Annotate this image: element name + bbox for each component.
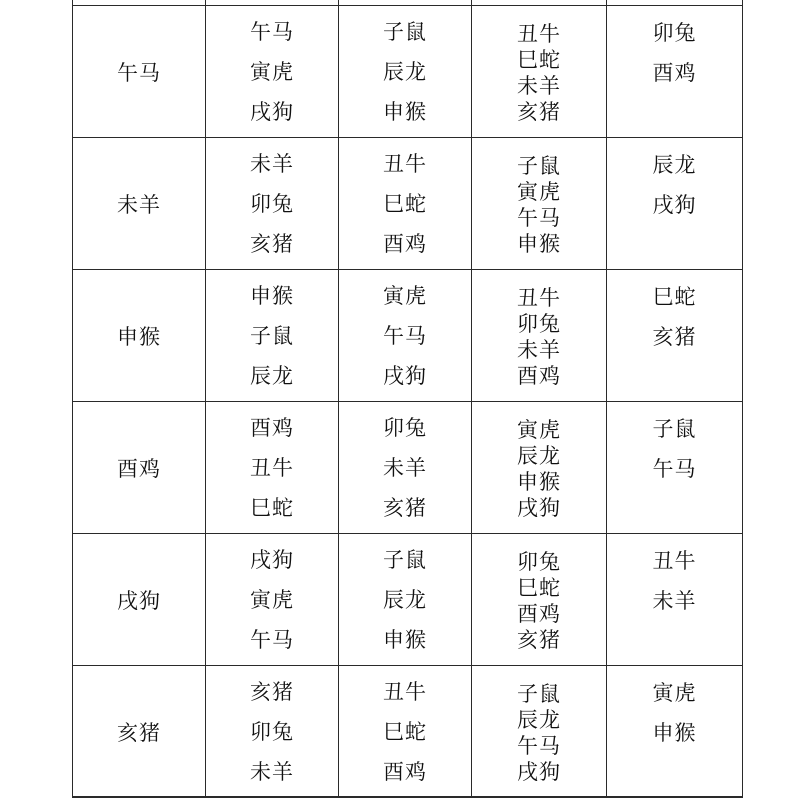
cell-content	[339, 138, 471, 269]
cell-content	[607, 138, 742, 269]
zodiac-item: 寅虎	[517, 179, 561, 204]
group-cell-3	[472, 138, 607, 270]
cell-content	[472, 270, 606, 401]
zodiac-item: 丑牛	[652, 548, 697, 573]
zodiac-list	[383, 678, 427, 786]
cell-content	[607, 666, 742, 797]
zodiac-item: 申猴	[652, 720, 697, 745]
zodiac-list	[383, 282, 427, 390]
zodiac-list	[383, 414, 427, 522]
group-cell-1	[206, 402, 339, 534]
zodiac-list	[250, 414, 294, 522]
cell-content	[339, 270, 471, 401]
zodiac-list	[653, 19, 697, 87]
row-label-cell	[73, 6, 206, 138]
group-cell-4	[607, 138, 743, 270]
zodiac-list	[517, 19, 561, 125]
zodiac-item: 午马	[652, 456, 697, 481]
table-row	[73, 270, 743, 402]
row-label: 申猴	[117, 324, 161, 349]
group-cell-3	[472, 666, 607, 798]
cell-content	[472, 534, 606, 665]
zodiac-item: 寅虎	[652, 680, 697, 705]
group-cell-3	[472, 6, 607, 138]
zodiac-item: 戌狗	[383, 363, 427, 388]
zodiac-item: 未羊	[517, 337, 561, 362]
zodiac-list	[383, 150, 427, 258]
zodiac-item: 卯兔	[517, 311, 561, 336]
group-cell-3	[472, 534, 607, 666]
zodiac-item: 卯兔	[652, 20, 697, 45]
zodiac-item: 巳蛇	[383, 719, 427, 744]
zodiac-list	[653, 679, 697, 747]
zodiac-list	[250, 18, 294, 126]
row-label-cell	[73, 270, 206, 402]
zodiac-item: 子鼠	[517, 681, 561, 706]
zodiac-list	[383, 18, 427, 126]
row-label-cell	[73, 402, 206, 534]
zodiac-item: 辰龙	[652, 152, 697, 177]
group-cell-4	[607, 534, 743, 666]
cell-content	[339, 666, 471, 797]
group-cell-1	[206, 270, 339, 402]
group-cell-2	[339, 6, 472, 138]
zodiac-item: 酉鸡	[383, 759, 427, 784]
zodiac-item: 戌狗	[250, 547, 294, 572]
table-bottom-continuation	[72, 796, 742, 801]
zodiac-list	[250, 150, 294, 258]
zodiac-list	[250, 282, 294, 390]
group-cell-2	[339, 402, 472, 534]
zodiac-item: 子鼠	[517, 153, 561, 178]
zodiac-list	[517, 283, 561, 389]
cell-content	[472, 6, 606, 137]
zodiac-item: 酉鸡	[383, 231, 427, 256]
zodiac-item: 巳蛇	[517, 575, 561, 600]
zodiac-item: 亥猪	[250, 231, 294, 256]
row-label-cell	[73, 534, 206, 666]
group-cell-4	[607, 270, 743, 402]
zodiac-item: 卯兔	[383, 415, 427, 440]
zodiac-item: 申猴	[517, 231, 561, 256]
zodiac-item: 辰龙	[383, 59, 427, 84]
group-cell-4	[607, 666, 743, 798]
zodiac-item: 卯兔	[250, 719, 294, 744]
table-row	[73, 402, 743, 534]
cell-content	[472, 402, 606, 533]
zodiac-item: 辰龙	[383, 587, 427, 612]
zodiac-list	[517, 151, 561, 257]
group-cell-4	[607, 6, 743, 138]
group-cell-1	[206, 666, 339, 798]
zodiac-item: 丑牛	[383, 151, 427, 176]
zodiac-item: 丑牛	[517, 285, 561, 310]
cell-content	[607, 402, 742, 533]
zodiac-item: 子鼠	[383, 19, 427, 44]
group-cell-1	[206, 6, 339, 138]
group-cell-1	[206, 138, 339, 270]
zodiac-item: 未羊	[250, 759, 294, 784]
zodiac-item: 酉鸡	[250, 415, 294, 440]
group-cell-4	[607, 402, 743, 534]
cell-content	[607, 534, 742, 665]
zodiac-item: 亥猪	[517, 627, 561, 652]
group-cell-2	[339, 534, 472, 666]
group-cell-2	[339, 270, 472, 402]
zodiac-list	[250, 546, 294, 654]
table-row	[73, 666, 743, 798]
zodiac-item: 巳蛇	[383, 191, 427, 216]
cell-content	[206, 402, 338, 533]
zodiac-item: 辰龙	[517, 443, 561, 468]
zodiac-item: 申猴	[383, 627, 427, 652]
zodiac-item: 卯兔	[250, 191, 294, 216]
zodiac-item: 辰龙	[517, 707, 561, 732]
zodiac-item: 寅虎	[517, 417, 561, 442]
table-row	[73, 138, 743, 270]
row-label: 午马	[117, 60, 161, 85]
group-cell-1	[206, 534, 339, 666]
zodiac-item: 未羊	[250, 151, 294, 176]
zodiac-item: 子鼠	[652, 416, 697, 441]
zodiac-item: 酉鸡	[517, 601, 561, 626]
zodiac-item: 巳蛇	[517, 47, 561, 72]
zodiac-item: 未羊	[652, 588, 697, 613]
cell-content	[206, 534, 338, 665]
row-label-cell	[73, 138, 206, 270]
zodiac-list	[250, 678, 294, 786]
zodiac-list	[517, 547, 561, 653]
cell-content	[206, 666, 338, 797]
zodiac-item: 戌狗	[250, 99, 294, 124]
zodiac-item: 丑牛	[250, 455, 294, 480]
cell-content	[607, 6, 742, 137]
zodiac-item: 午马	[517, 205, 561, 230]
zodiac-item: 子鼠	[383, 547, 427, 572]
zodiac-item: 辰龙	[250, 363, 294, 388]
zodiac-item: 巳蛇	[652, 284, 697, 309]
zodiac-list	[653, 415, 697, 483]
zodiac-item: 午马	[383, 323, 427, 348]
zodiac-item: 寅虎	[383, 283, 427, 308]
zodiac-item: 申猴	[250, 283, 294, 308]
zodiac-item: 亥猪	[652, 324, 697, 349]
zodiac-item: 亥猪	[250, 679, 294, 704]
cell-content	[472, 138, 606, 269]
zodiac-item: 午马	[250, 19, 294, 44]
zodiac-list	[653, 547, 697, 615]
zodiac-item: 午马	[250, 627, 294, 652]
group-cell-2	[339, 666, 472, 798]
cell-content	[206, 138, 338, 269]
cell-content	[206, 6, 338, 137]
zodiac-item: 子鼠	[250, 323, 294, 348]
zodiac-list	[517, 679, 561, 785]
row-label: 亥猪	[117, 720, 161, 745]
zodiac-list	[517, 415, 561, 521]
table-row	[73, 534, 743, 666]
cell-content	[339, 402, 471, 533]
zodiac-item: 申猴	[517, 469, 561, 494]
zodiac-item: 戌狗	[517, 495, 561, 520]
zodiac-item: 丑牛	[517, 21, 561, 46]
zodiac-list	[653, 283, 697, 351]
row-label: 未羊	[117, 192, 161, 217]
zodiac-item: 丑牛	[383, 679, 427, 704]
cell-content	[339, 6, 471, 137]
zodiac-item: 巳蛇	[250, 495, 294, 520]
zodiac-item: 亥猪	[383, 495, 427, 520]
zodiac-item: 未羊	[383, 455, 427, 480]
zodiac-item: 午马	[517, 733, 561, 758]
group-cell-2	[339, 138, 472, 270]
table-body	[73, 0, 743, 798]
zodiac-item: 酉鸡	[517, 363, 561, 388]
group-cell-3	[472, 402, 607, 534]
cell-content	[339, 534, 471, 665]
zodiac-item: 寅虎	[250, 59, 294, 84]
table-row	[73, 6, 743, 138]
row-label: 酉鸡	[117, 456, 161, 481]
group-cell-3	[472, 270, 607, 402]
zodiac-item: 亥猪	[517, 99, 561, 124]
zodiac-compatibility-table	[72, 0, 743, 798]
zodiac-item: 卯兔	[517, 549, 561, 574]
zodiac-item: 戌狗	[652, 192, 697, 217]
zodiac-item: 申猴	[383, 99, 427, 124]
zodiac-list	[383, 546, 427, 654]
row-label: 戌狗	[117, 588, 161, 613]
cell-content	[472, 666, 606, 797]
cell-content	[206, 270, 338, 401]
zodiac-item: 酉鸡	[652, 60, 697, 85]
zodiac-item: 寅虎	[250, 587, 294, 612]
zodiac-item: 未羊	[517, 73, 561, 98]
zodiac-list	[653, 151, 697, 219]
cell-content	[607, 270, 742, 401]
row-label-cell	[73, 666, 206, 798]
zodiac-item: 戌狗	[517, 759, 561, 784]
